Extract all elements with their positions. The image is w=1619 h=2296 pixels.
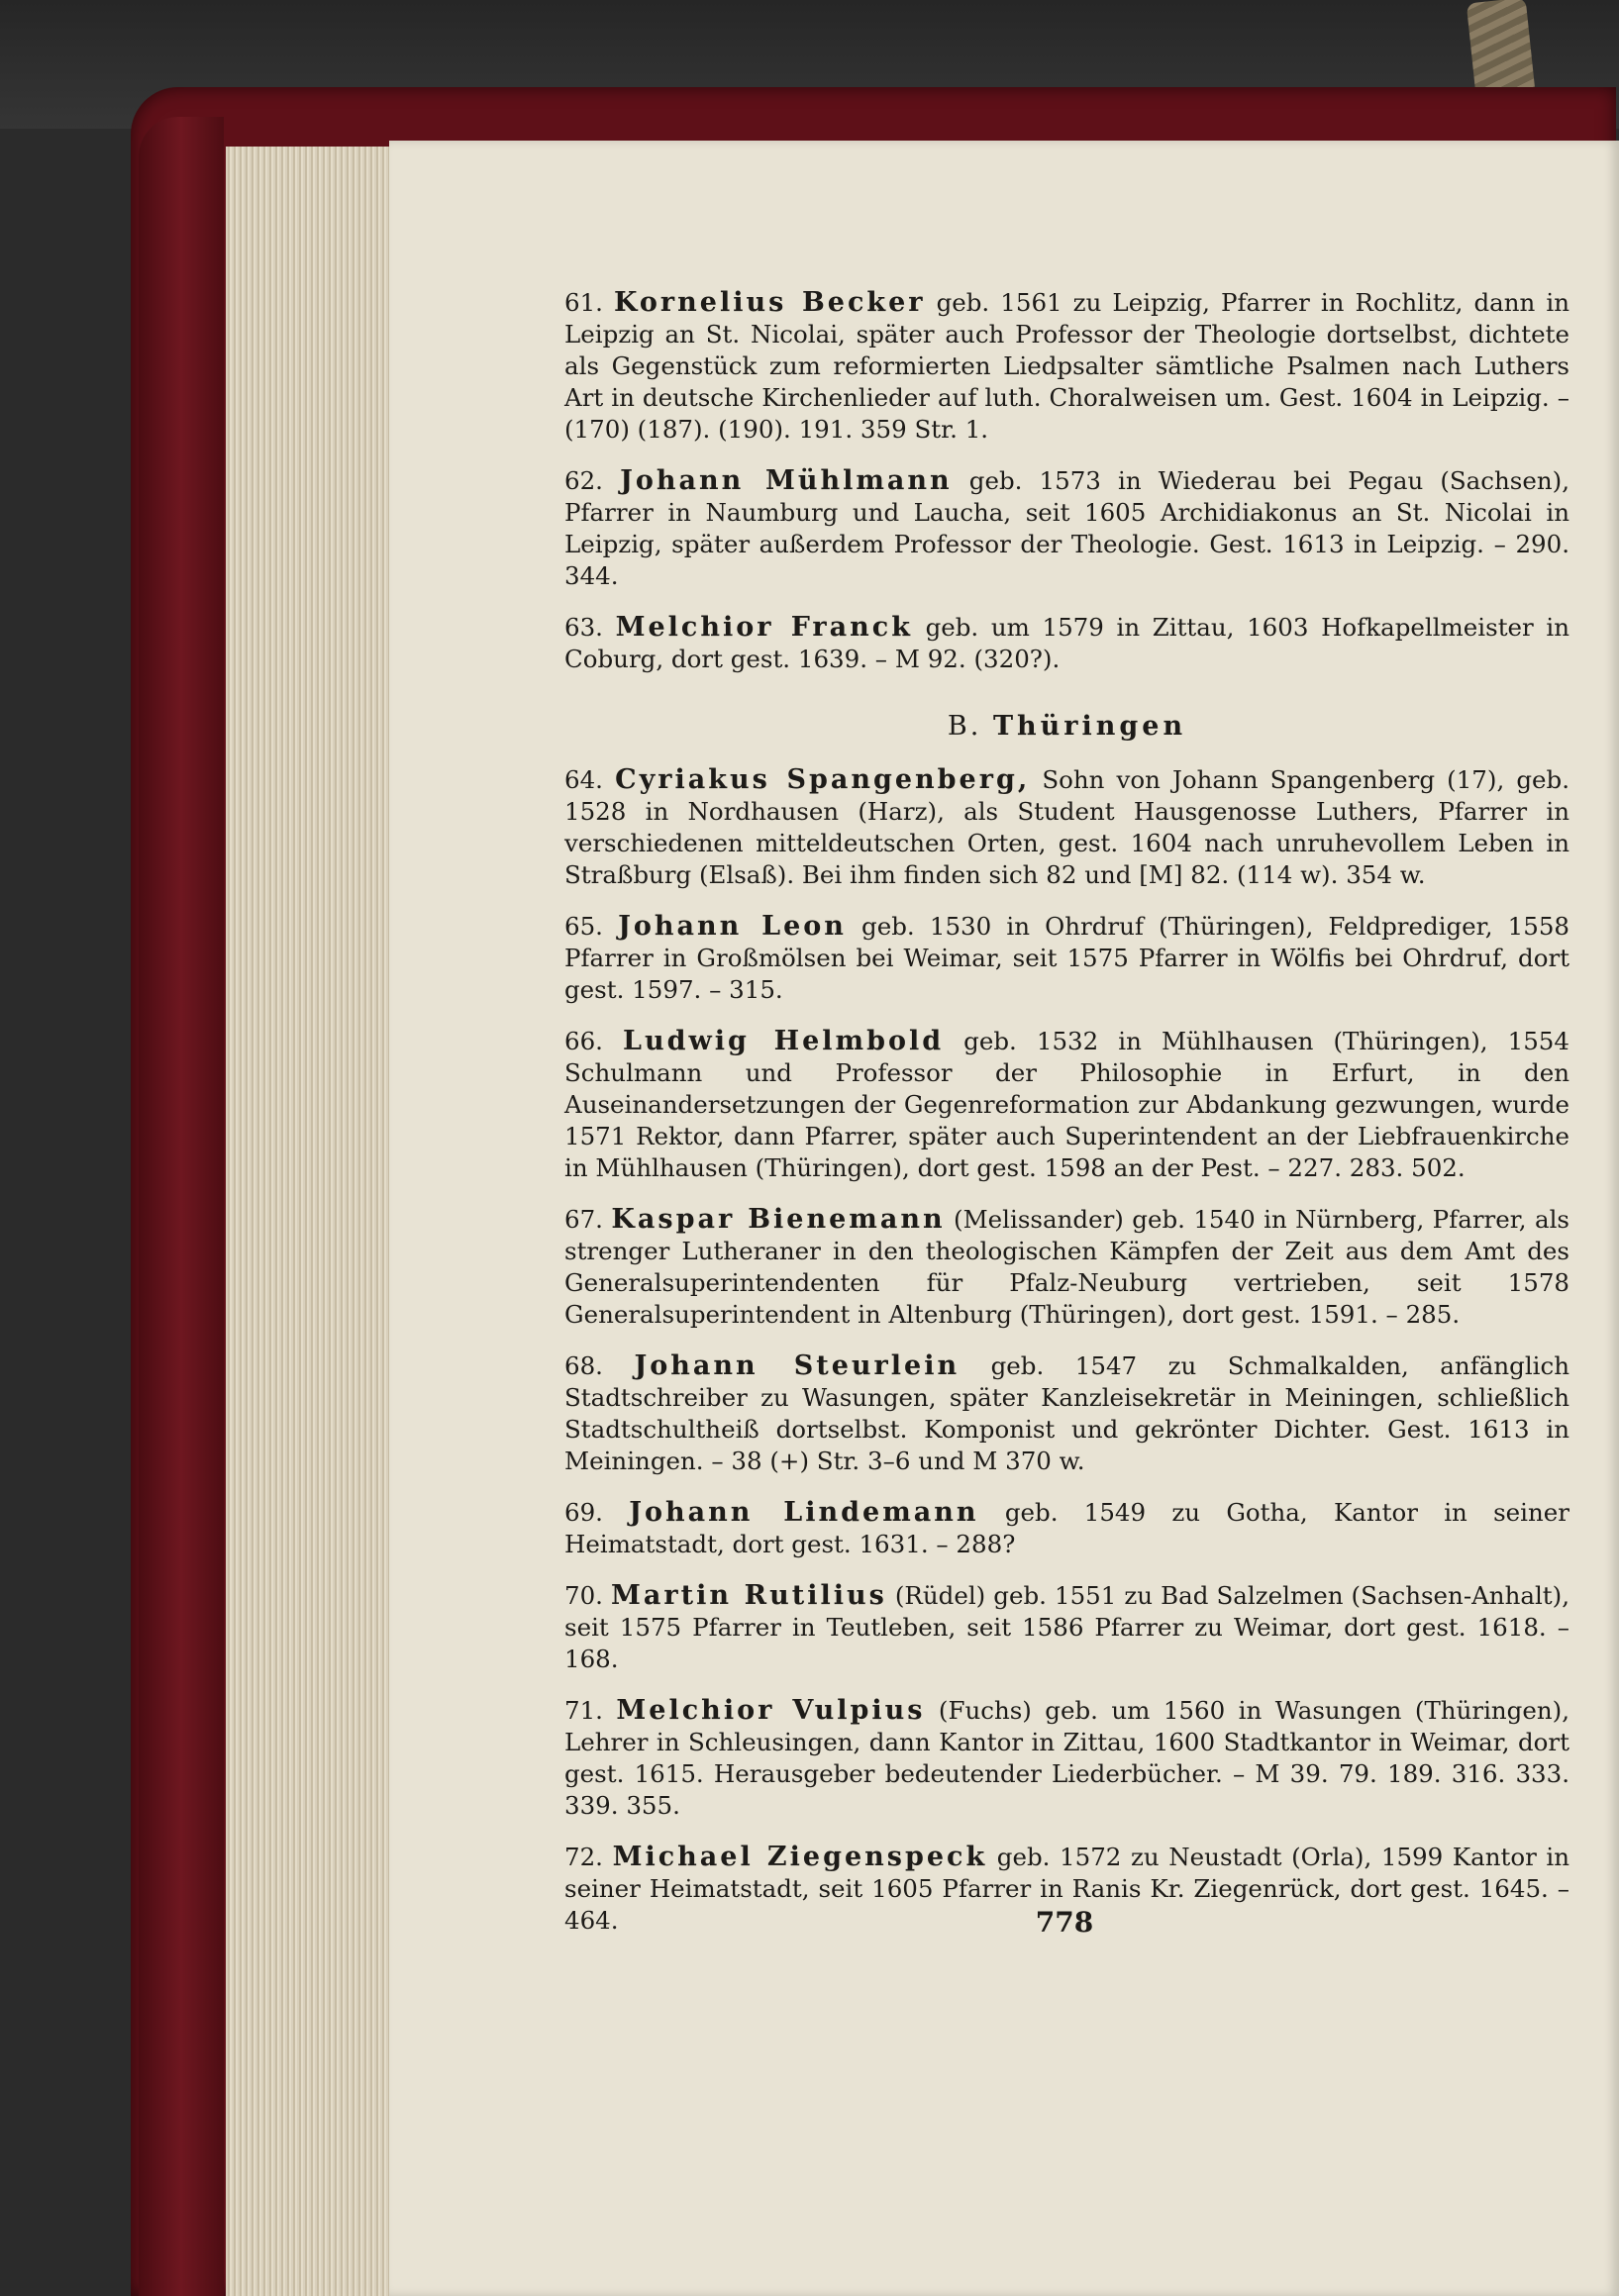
page-number: 778 bbox=[1035, 1906, 1094, 1939]
entry-text: geb. 1572 zu Neustadt (Orla), 1599 Kantor in seiner Heimatstadt, seit 1605 Pfarrer in Ranis Kr. Ziegenrück, dort gest. 1645. – 464. bbox=[564, 1843, 1570, 1935]
entry-text: geb. 1547 zu Schmalkalden, anfänglich Stadtschreiber zu Wasungen, später Kanzleisekretär in Meiningen, schließlich Stadtschultheiß dortselbst. Komponist und gekrönter Dichter. Gest. 1613 in Meiningen. – 38 (+) Str. 3–6 und M 370 w. bbox=[564, 1351, 1570, 1475]
entry-name: Melchior Vulpius bbox=[616, 1695, 926, 1726]
entry-63: 63. Melchior Franck geb. um 1579 in Zittau, 1603 Hofkapellmeister in Coburg, dort gest. 1639. – M 92. (320?). bbox=[564, 612, 1569, 673]
entry-text: geb. um 1579 in Zittau, 1603 Hofkapellmeister in Coburg, dort gest. 1639. – M 92. (320?). bbox=[564, 613, 1569, 673]
entry-name: Johann Steurlein bbox=[634, 1350, 961, 1381]
entry-72: 72. Michael Ziegenspeck geb. 1572 zu Neustadt (Orla), 1599 Kantor in seiner Heimatstadt, seit 1605 Pfarrer in Ranis Kr. Ziegenrück, dort gest. 1645. – 464. bbox=[564, 1842, 1570, 1935]
entry-text: geb. 1532 in Mühlhausen (Thüringen), 1554 Schulmann und Professor der Philosophie in Erfurt, in den Auseinandersetzungen der Gegenreformation zur Abdankung gezwungen, wurde 1571 Rektor, dann Pfarrer, später auch Superintendent an der Liebfrauenkirche in Mühlhausen (Thüringen), dort gest. 1598 an der Pest. – 227. 283. 502. bbox=[564, 1027, 1569, 1182]
entry-67: 67. Kaspar Bienemann (Melissander) geb. 1540 in Nürnberg, Pfarrer, als strenger Lutheraner in den theologischen Kämpfen der Zeit aus dem Amt des Generalsuperintendenten für Pfalz-Neuburg vertrieben, seit 1578 Generalsuperintendent in Altenburg (Thüringen), dort gest. 1591. – 285. bbox=[564, 1204, 1569, 1329]
page-content bbox=[564, 287, 1569, 1956]
entry-text: (Fuchs) geb. um 1560 in Wasungen (Thüringen), Lehrer in Schleusingen, dann Kantor in Zittau, 1600 Stadtkantor in Weimar, dort gest. 1615. Herausgeber bedeutender Liederbücher. – M 39. 79. 189. 316. 333. 339. 355. bbox=[564, 1696, 1569, 1820]
entry-text: geb. 1561 zu Leipzig, Pfarrer in Rochlitz, dann in Leipzig an St. Nicolai, später auch Professor der Theologie dortselbst, dichtete als Gegenstück zum reformierten Liedpsalter sämtliche Psalmen nach Luthers Art in deutsche Kirchenlieder auf luth. Choralweisen um. Gest. 1604 in Leipzig. – (170) (187). (190). 191. 359 Str. 1. bbox=[564, 288, 1569, 444]
section-heading: B. Thüringen bbox=[947, 711, 1187, 742]
entry-name: Kornelius Becker bbox=[614, 287, 926, 318]
entry-text: Sohn von Johann Spangenberg (17), geb. 1528 in Nordhausen (Harz), als Student Hausgenosse Luthers, Pfarrer in verschiedenen mitteldeutschen Orten, gest. 1604 nach unruhevollem Leben in Straßburg (Elsaß). Bei ihm finden sich 82 und [M] 82. (114 w). 354 w. bbox=[564, 765, 1569, 889]
entry-name: Kaspar Bienemann bbox=[611, 1204, 946, 1235]
entry-name: Johann Lindemann bbox=[629, 1497, 979, 1528]
entry-list-b bbox=[564, 764, 1569, 1937]
entry-71: 71. Melchior Vulpius (Fuchs) geb. um 1560 in Wasungen (Thüringen), Lehrer in Schleusingen, dann Kantor in Zittau, 1600 Stadtkantor in Weimar, dort gest. 1615. Herausgeber bedeutender Liederbücher. – M 39. 79. 189. 316. 333. 339. 355. bbox=[564, 1695, 1569, 1820]
entry-text: (Rüdel) geb. 1551 zu Bad Salzelmen (Sachsen-Anhalt), seit 1575 Pfarrer in Teutleben, seit 1586 Pfarrer zu Weimar, dort gest. 1618. – 168. bbox=[564, 1581, 1569, 1673]
entry-62: 62. Johann Mühlmann geb. 1573 in Wiederau bei Pegau (Sachsen), Pfarrer in Naumburg und Laucha, seit 1605 Archidiakonus an St. Nicolai in Leipzig, später außerdem Professor der Theologie. Gest. 1613 in Leipzig. – 290. 344. bbox=[564, 465, 1569, 590]
entry-69: 69. Johann Lindemann geb. 1549 zu Gotha, Kantor in seiner Heimatstadt, dort gest. 1631. – 288? bbox=[564, 1497, 1569, 1558]
entry-name: Ludwig Helmbold bbox=[623, 1026, 945, 1056]
entry-name: Johann Leon bbox=[618, 911, 847, 942]
entry-name: Melchior Franck bbox=[615, 612, 913, 643]
page-edges bbox=[226, 147, 389, 2296]
entry-list-a bbox=[564, 287, 1569, 675]
entry-name: Martin Rutilius bbox=[611, 1580, 887, 1611]
entry-text: geb. 1530 in Ohrdruf (Thüringen), Feldprediger, 1558 Pfarrer in Großmölsen bei Weimar, seit 1575 Pfarrer in Wölfis bei Ohrdruf, dort gest. 1597. – 315. bbox=[564, 912, 1569, 1004]
entry-text: (Melissander) geb. 1540 in Nürnberg, Pfarrer, als strenger Lutheraner in den theologischen Kämpfen der Zeit aus dem Amt des Generalsuperintendenten für Pfalz-Neuburg vertrieben, seit 1578 Generalsuperintendent in Altenburg (Thüringen), dort gest. 1591. – 285. bbox=[564, 1205, 1569, 1329]
entry-61: 61. Kornelius Becker geb. 1561 zu Leipzig, Pfarrer in Rochlitz, dann in Leipzig an St. Nicolai, später auch Professor der Theologie dortselbst, dichtete als Gegenstück zum reformierten Liedpsalter sämtliche Psalmen nach Luthers Art in deutsche Kirchenlieder auf luth. Choralweisen um. Gest. 1604 in Leipzig. – (170) (187). (190). 191. 359 Str. 1. bbox=[564, 287, 1569, 444]
book-spine bbox=[139, 117, 224, 2296]
entry-70: 70. Martin Rutilius (Rüdel) geb. 1551 zu Bad Salzelmen (Sachsen-Anhalt), seit 1575 Pfarrer in Teutleben, seit 1586 Pfarrer zu Weimar, dort gest. 1618. – 168. bbox=[564, 1580, 1569, 1673]
entry-name: Cyriakus Spangenberg, bbox=[615, 764, 1031, 795]
entry-name: Michael Ziegenspeck bbox=[612, 1842, 988, 1872]
entry-text: geb. 1549 zu Gotha, Kantor in seiner Heimatstadt, dort gest. 1631. – 288? bbox=[564, 1498, 1569, 1558]
entry-name: Johann Mühlmann bbox=[620, 465, 953, 496]
entry-65: 65. Johann Leon geb. 1530 in Ohrdruf (Thüringen), Feldprediger, 1558 Pfarrer in Großmölsen bei Weimar, seit 1575 Pfarrer in Wölfis bei Ohrdruf, dort gest. 1597. – 315. bbox=[564, 911, 1569, 1004]
entry-text: geb. 1573 in Wiederau bei Pegau (Sachsen), Pfarrer in Naumburg und Laucha, seit 1605 Archidiakonus an St. Nicolai in Leipzig, später außerdem Professor der Theologie. Gest. 1613 in Leipzig. – 290. 344. bbox=[564, 466, 1569, 590]
entry-68: 68. Johann Steurlein geb. 1547 zu Schmalkalden, anfänglich Stadtschreiber zu Wasungen, später Kanzleisekretär in Meiningen, schließlich Stadtschultheiß dortselbst. Komponist und gekrönter Dichter. Gest. 1613 in Meiningen. – 38 (+) Str. 3–6 und M 370 w. bbox=[564, 1350, 1570, 1475]
entry-66: 66. Ludwig Helmbold geb. 1532 in Mühlhausen (Thüringen), 1554 Schulmann und Professor der Philosophie in Erfurt, in den Auseinandersetzungen der Gegenreformation zur Abdankung gezwungen, wurde 1571 Rektor, dann Pfarrer, später auch Superintendent an der Liebfrauenkirche in Mühlhausen (Thüringen), dort gest. 1598 an der Pest. – 227. 283. 502. bbox=[564, 1026, 1569, 1182]
entry-64: 64. Cyriakus Spangenberg, Sohn von Johann Spangenberg (17), geb. 1528 in Nordhausen (Harz), als Student Hausgenosse Luthers, Pfarrer in verschiedenen mitteldeutschen Orten, gest. 1604 nach unruhevollem Leben in Straßburg (Elsaß). Bei ihm finden sich 82 und [M] 82. (114 w). 354 w. bbox=[564, 764, 1569, 889]
